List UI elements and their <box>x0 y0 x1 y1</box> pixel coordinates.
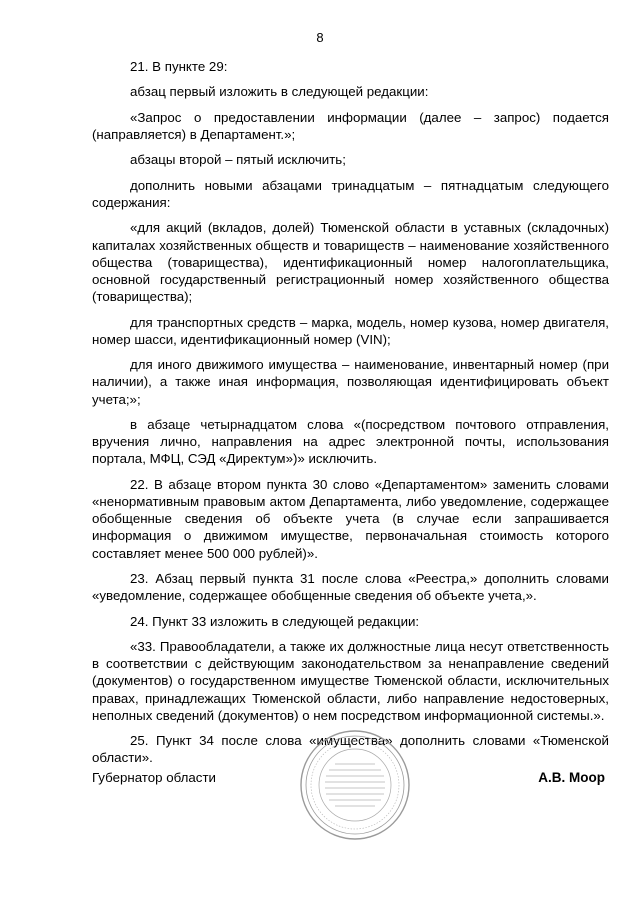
paragraph: 21. В пункте 29: <box>130 59 228 74</box>
paragraph: 24. Пункт 33 изложить в следующей редакции: <box>130 613 420 629</box>
signature-block <box>92 766 609 788</box>
paragraph: 23. Абзац первый пункта 31 после слова «Реестра,» дополнить словами «уведомление, содержащее обобщенные сведения об объекте учета,». <box>92 570 609 604</box>
page-number: 8 <box>316 30 324 45</box>
paragraph: для иного движимого имущества – наименование, инвентарный номер (при наличии), а также иная информация, позволяющая идентифицировать объект учета;»; <box>92 357 609 407</box>
paragraph: 22. В абзаце втором пункта 30 слово «Департаментом» заменить словами «ненормативным правовым актом Департамента, либо уведомление, содержащее обобщенные сведения об объекте учета (в случае если запрашивается информация о движимом имуществе, первоначальная стоимость которого составляет менее 500 000 рублей)». <box>92 476 609 561</box>
paragraph: в абзаце четырнадцатом слова «(посредством почтового отправления, вручения лично, направления на адрес электронной почты, использования портала, МФЦ, СЭД «Директум»)» исключить. <box>92 416 609 467</box>
paragraph: для транспортных средств – марка, модель, номер кузова, номер двигателя, номер шасси, идентификационный номер (VIN); <box>92 314 609 347</box>
paragraph: абзац первый изложить в следующей редакции: <box>130 84 429 100</box>
paragraph: «33. Правообладатели, а также их должностные лица несут ответственность в соответствии с действующим законодательством за ненаправление сведений (документов) о государственном имуществе Тюменской области, исключительных правах, принадлежащих Тюменской области, либо направление недостоверных, неполных сведений (документов) о нем посредством информационной системы.». <box>92 638 609 723</box>
signatory-name: А.В. Моор <box>538 770 605 785</box>
paragraph: дополнить новыми абзацами тринадцатым – пятнадцатым следующего содержания: <box>92 177 609 210</box>
paragraph: абзацы второй – пятый исключить; <box>130 152 346 168</box>
signatory-title: Губернатор области <box>92 770 216 785</box>
document-body <box>92 58 609 775</box>
paragraph: «для акций (вкладов, долей) Тюменской области в уставных (складочных) капиталах хозяйственных обществ и товариществ – наименование хозяйственного общества (товарищества), идентификационный номер налогоплательщика, основной государственный регистрационный номер хозяйственного общества (товарищества); <box>92 220 609 305</box>
paragraph: «Запрос о предоставлении информации (далее – запрос) подается (направляется) в Департамент.»; <box>92 109 609 142</box>
paragraph: 25. Пункт 34 после слова «имущества» дополнить словами «Тюменской области». <box>92 733 609 766</box>
